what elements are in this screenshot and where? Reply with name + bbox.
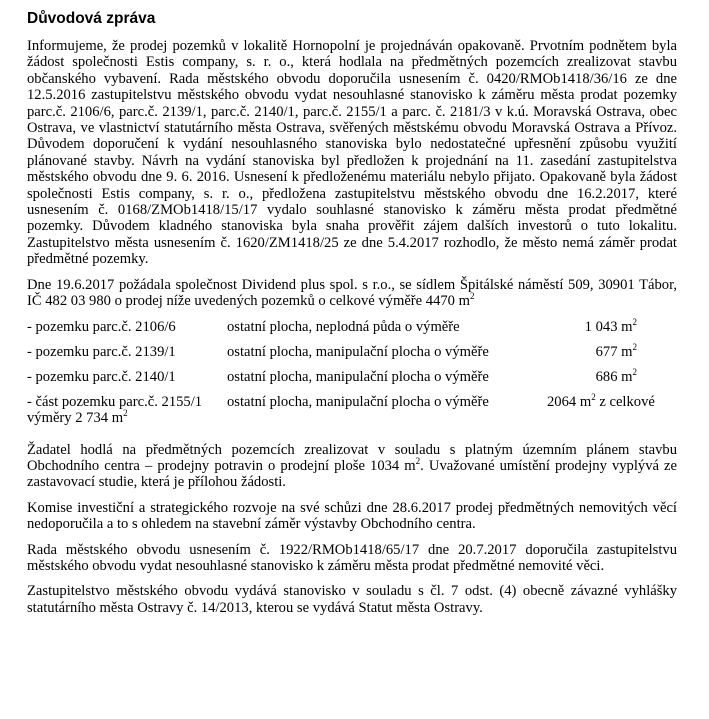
parcel-area	[547, 391, 687, 410]
intent-text: Žadatel hodlá na předmětných pozemcích zrealizovat v souladu s platným územním plánem stavbu Obchodního centra – prodejny potravin o prodejní ploše 1034 m	[27, 441, 677, 474]
paragraph-intent	[27, 442, 677, 491]
parcel-description: ostatní plocha, manipulační plocha o výměře	[227, 368, 489, 385]
superscript: 2	[415, 456, 421, 467]
paragraph-commission: Komise investiční a strategického rozvoje na své schůzi dne 28.6.2017 prodej předmětných nemovitých věcí nedoporučila a to s ohledem na stavební záměr výstavby Obchodního centra.	[27, 499, 677, 533]
parcel-label: - pozemku parc.č. 2106/6	[27, 318, 176, 335]
area-value: 686 m	[595, 368, 633, 385]
area-value: 2064 m	[547, 393, 592, 410]
parcel-description: ostatní plocha, manipulační plocha o výměře	[227, 343, 489, 360]
superscript: 2	[123, 408, 128, 419]
paragraph-history: Informujeme, že prodej pozemků v lokalitě Hornopolní je projednáván opakovaně. Prvotním podnětem byla žádost společnosti Estis company, s. r. o., která hodlala na předmětných pozemcích zrealizovat stavbu občanského vybavení. Rada městského obvodu doporučila usnesením č. 0420/RMOb1418/36/16 ze dne 12.5.2016 zastupitelstvu městského obvodu vydat nesouhlasné stanovisko k záměru města prodat pozemky parc.č. 2106/6, parc.č. 2139/1, parc.č. 2140/1, parc.č. 2155/1 a parc. č. 2181/3 v k.ú. Moravská Ostrava, obec Ostrava, ve vlastnictví statutárního města Ostrava, svěřených městskému obvodu Moravská Ostrava a Přívoz. Důvodem doporučení k vydání nesouhlasného stanoviska bylo nedostatečné upřesnění způsobu využití plánované stavby. Návrh na vydání stanoviska byl předložen k projednání na 11. zasedání zastupitelstva městského obvodu dne 9. 6. 2016. Usnesení k předloženému materiálu nebylo přijato. Opakovaně byla žádost společnosti Estis company, s. r. o., předložena zastupitelstvu městského obvodu dne 16.2.2017, které usnesením č. 0168/ZMOb1418/15/17 vydalo souhlasné stanovisko k záměru města prodat předmětné pozemky. Důvodem kladného stanoviska byla snaha prověřit zájem dalších investorů o tuto lokalitu. Zastupitelstvo města usnesením č. 1620/ZM1418/25 ze dne 5.4.2017 rozhodlo, že město nemá záměr prodat předmětné pozemky.	[27, 38, 677, 268]
document-heading: Důvodová zpráva	[27, 10, 156, 27]
paragraph-request	[27, 277, 677, 310]
area-value: 677 m	[595, 343, 633, 360]
parcel-area	[527, 341, 637, 360]
request-text: Dne 19.6.2017 požádala společnost Dividend plus spol. s r.o., se sídlem Špitálské náměstí 509, 30901 Tábor, IČ 482 03 980 o prodej níže uvedených pozemků o celkové výměře 4470 m	[27, 276, 677, 310]
parcel-description: ostatní plocha, manipulační plocha o výměře	[227, 393, 489, 410]
document-page	[27, 10, 677, 625]
parcel-item	[27, 341, 677, 369]
superscript: 2	[632, 341, 637, 352]
intent-text-rest: . Uvažované umístění prodejny vyplývá ze zastavovací studie, která je přílohou žádosti.	[27, 457, 678, 491]
parcel-label: - pozemku parc.č. 2139/1	[27, 343, 176, 360]
area-suffix: z celkové	[595, 393, 655, 410]
parcel-item	[27, 366, 677, 394]
total-area-value: výměry 2 734 m	[27, 409, 124, 426]
parcel-area	[527, 316, 637, 335]
parcel-area	[527, 366, 637, 385]
parcel-label: - pozemku parc.č. 2140/1	[27, 368, 176, 385]
parcel-description: ostatní plocha, neplodná půda o výměře	[227, 318, 460, 335]
parcel-list	[27, 316, 677, 434]
area-value: 1 043 m	[584, 318, 633, 335]
parcel-item	[27, 316, 677, 344]
parcel-total-area	[27, 410, 128, 426]
superscript: 2	[632, 366, 637, 377]
parcel-label: - část pozemku parc.č. 2155/1	[27, 393, 203, 410]
parcel-item	[27, 391, 677, 434]
paragraph-council: Rada městského obvodu usnesením č. 1922/RMOb1418/65/17 dne 20.7.2017 doporučila zastupitelstvu městského obvodu vydat nesouhlasné stanovisko k záměru města prodat předmětné nemovité věci.	[27, 541, 677, 574]
paragraph-statement: Zastupitelstvo městského obvodu vydává stanovisko v souladu s čl. 7 odst. (4) obecně závazné vyhlášky statutárního města Ostravy č. 14/2013, kterou se vydává Statut města Ostravy.	[27, 583, 677, 616]
superscript: 2	[469, 291, 475, 302]
superscript: 2	[591, 391, 596, 402]
superscript: 2	[632, 316, 637, 327]
